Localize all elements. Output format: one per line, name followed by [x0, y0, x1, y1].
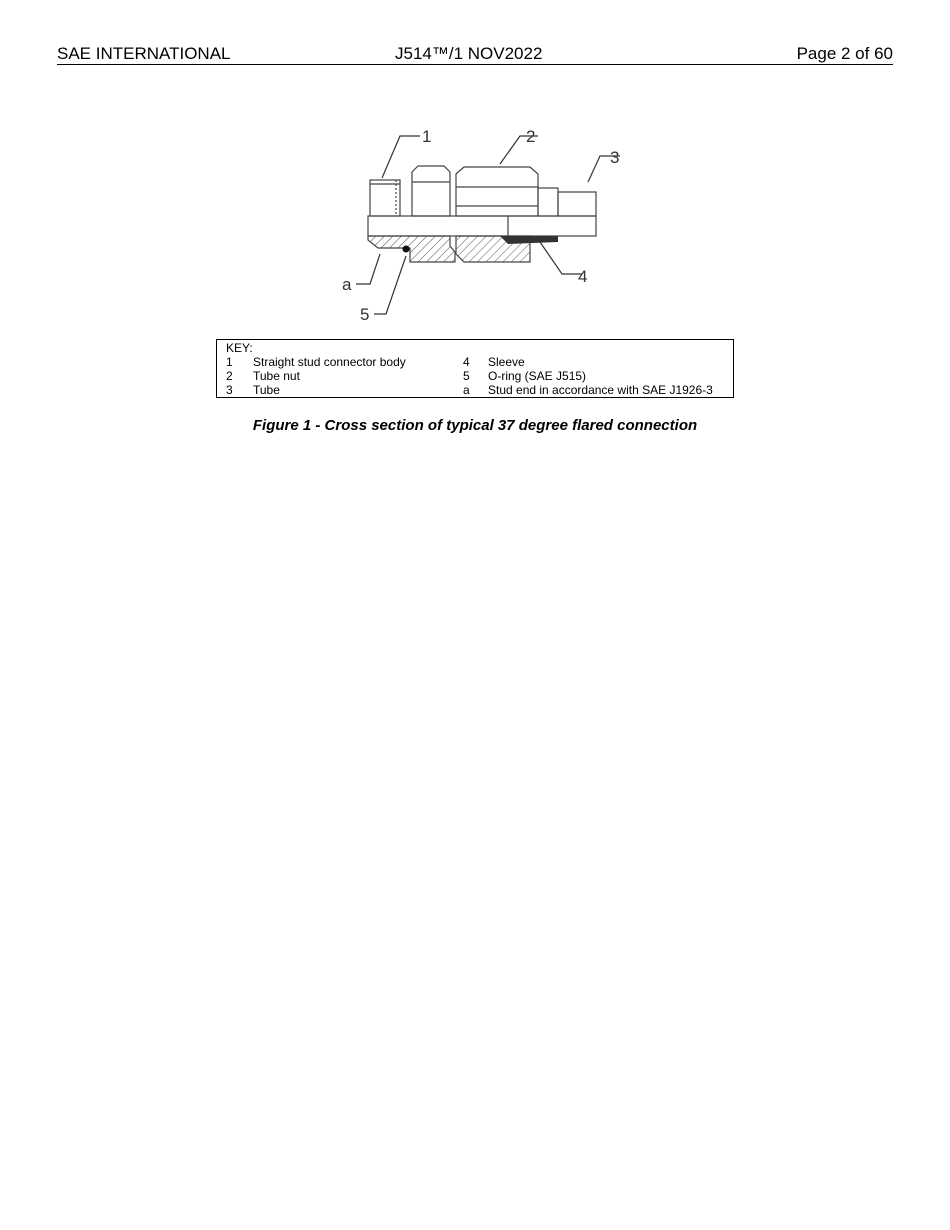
key-row-num: 3 [226, 383, 233, 397]
key-title: KEY: [226, 341, 253, 355]
body-hex [412, 166, 450, 216]
fitting-drawing [330, 112, 630, 334]
key-table [216, 339, 734, 398]
body-section-hatch [368, 236, 455, 262]
figure-caption: Figure 1 - Cross section of typical 37 degree flared connection [252, 417, 698, 434]
key-row-text: O-ring (SAE J515) [488, 369, 587, 383]
key-row-num: 5 [463, 369, 470, 383]
header-document-id: J514™/1 NOV2022 [395, 44, 543, 63]
header-page-number: Page 2 of 60 [796, 44, 893, 63]
tube-nut-hex [456, 167, 538, 216]
bore [368, 216, 596, 236]
callout-5: 5 [360, 305, 370, 324]
key-row-text: Tube nut [253, 369, 300, 383]
key-row-text: Stud end in accordance with SAE J1926-3 [488, 383, 713, 397]
sleeve-section [500, 236, 558, 244]
key-row-num: a [463, 383, 470, 397]
callout-3: 3 [610, 148, 620, 167]
sleeve-shape [538, 188, 558, 216]
callout-a: a [342, 275, 352, 294]
o-ring [403, 246, 410, 253]
callout-1: 1 [422, 127, 432, 146]
fitting-cross-section-figure [330, 112, 630, 334]
key-row-num: 2 [226, 369, 233, 383]
key-row-num: 1 [226, 355, 233, 369]
callout-4: 4 [578, 267, 588, 286]
key-row-text: Tube [253, 383, 280, 397]
key-row-text: Sleeve [488, 355, 525, 369]
key-row-text: Straight stud connector body [253, 355, 406, 369]
key-row-num: 4 [463, 355, 470, 369]
header-organization: SAE INTERNATIONAL [57, 44, 231, 63]
callout-2: 2 [526, 127, 536, 146]
header-rule [57, 64, 893, 65]
tube-shape [558, 192, 596, 216]
